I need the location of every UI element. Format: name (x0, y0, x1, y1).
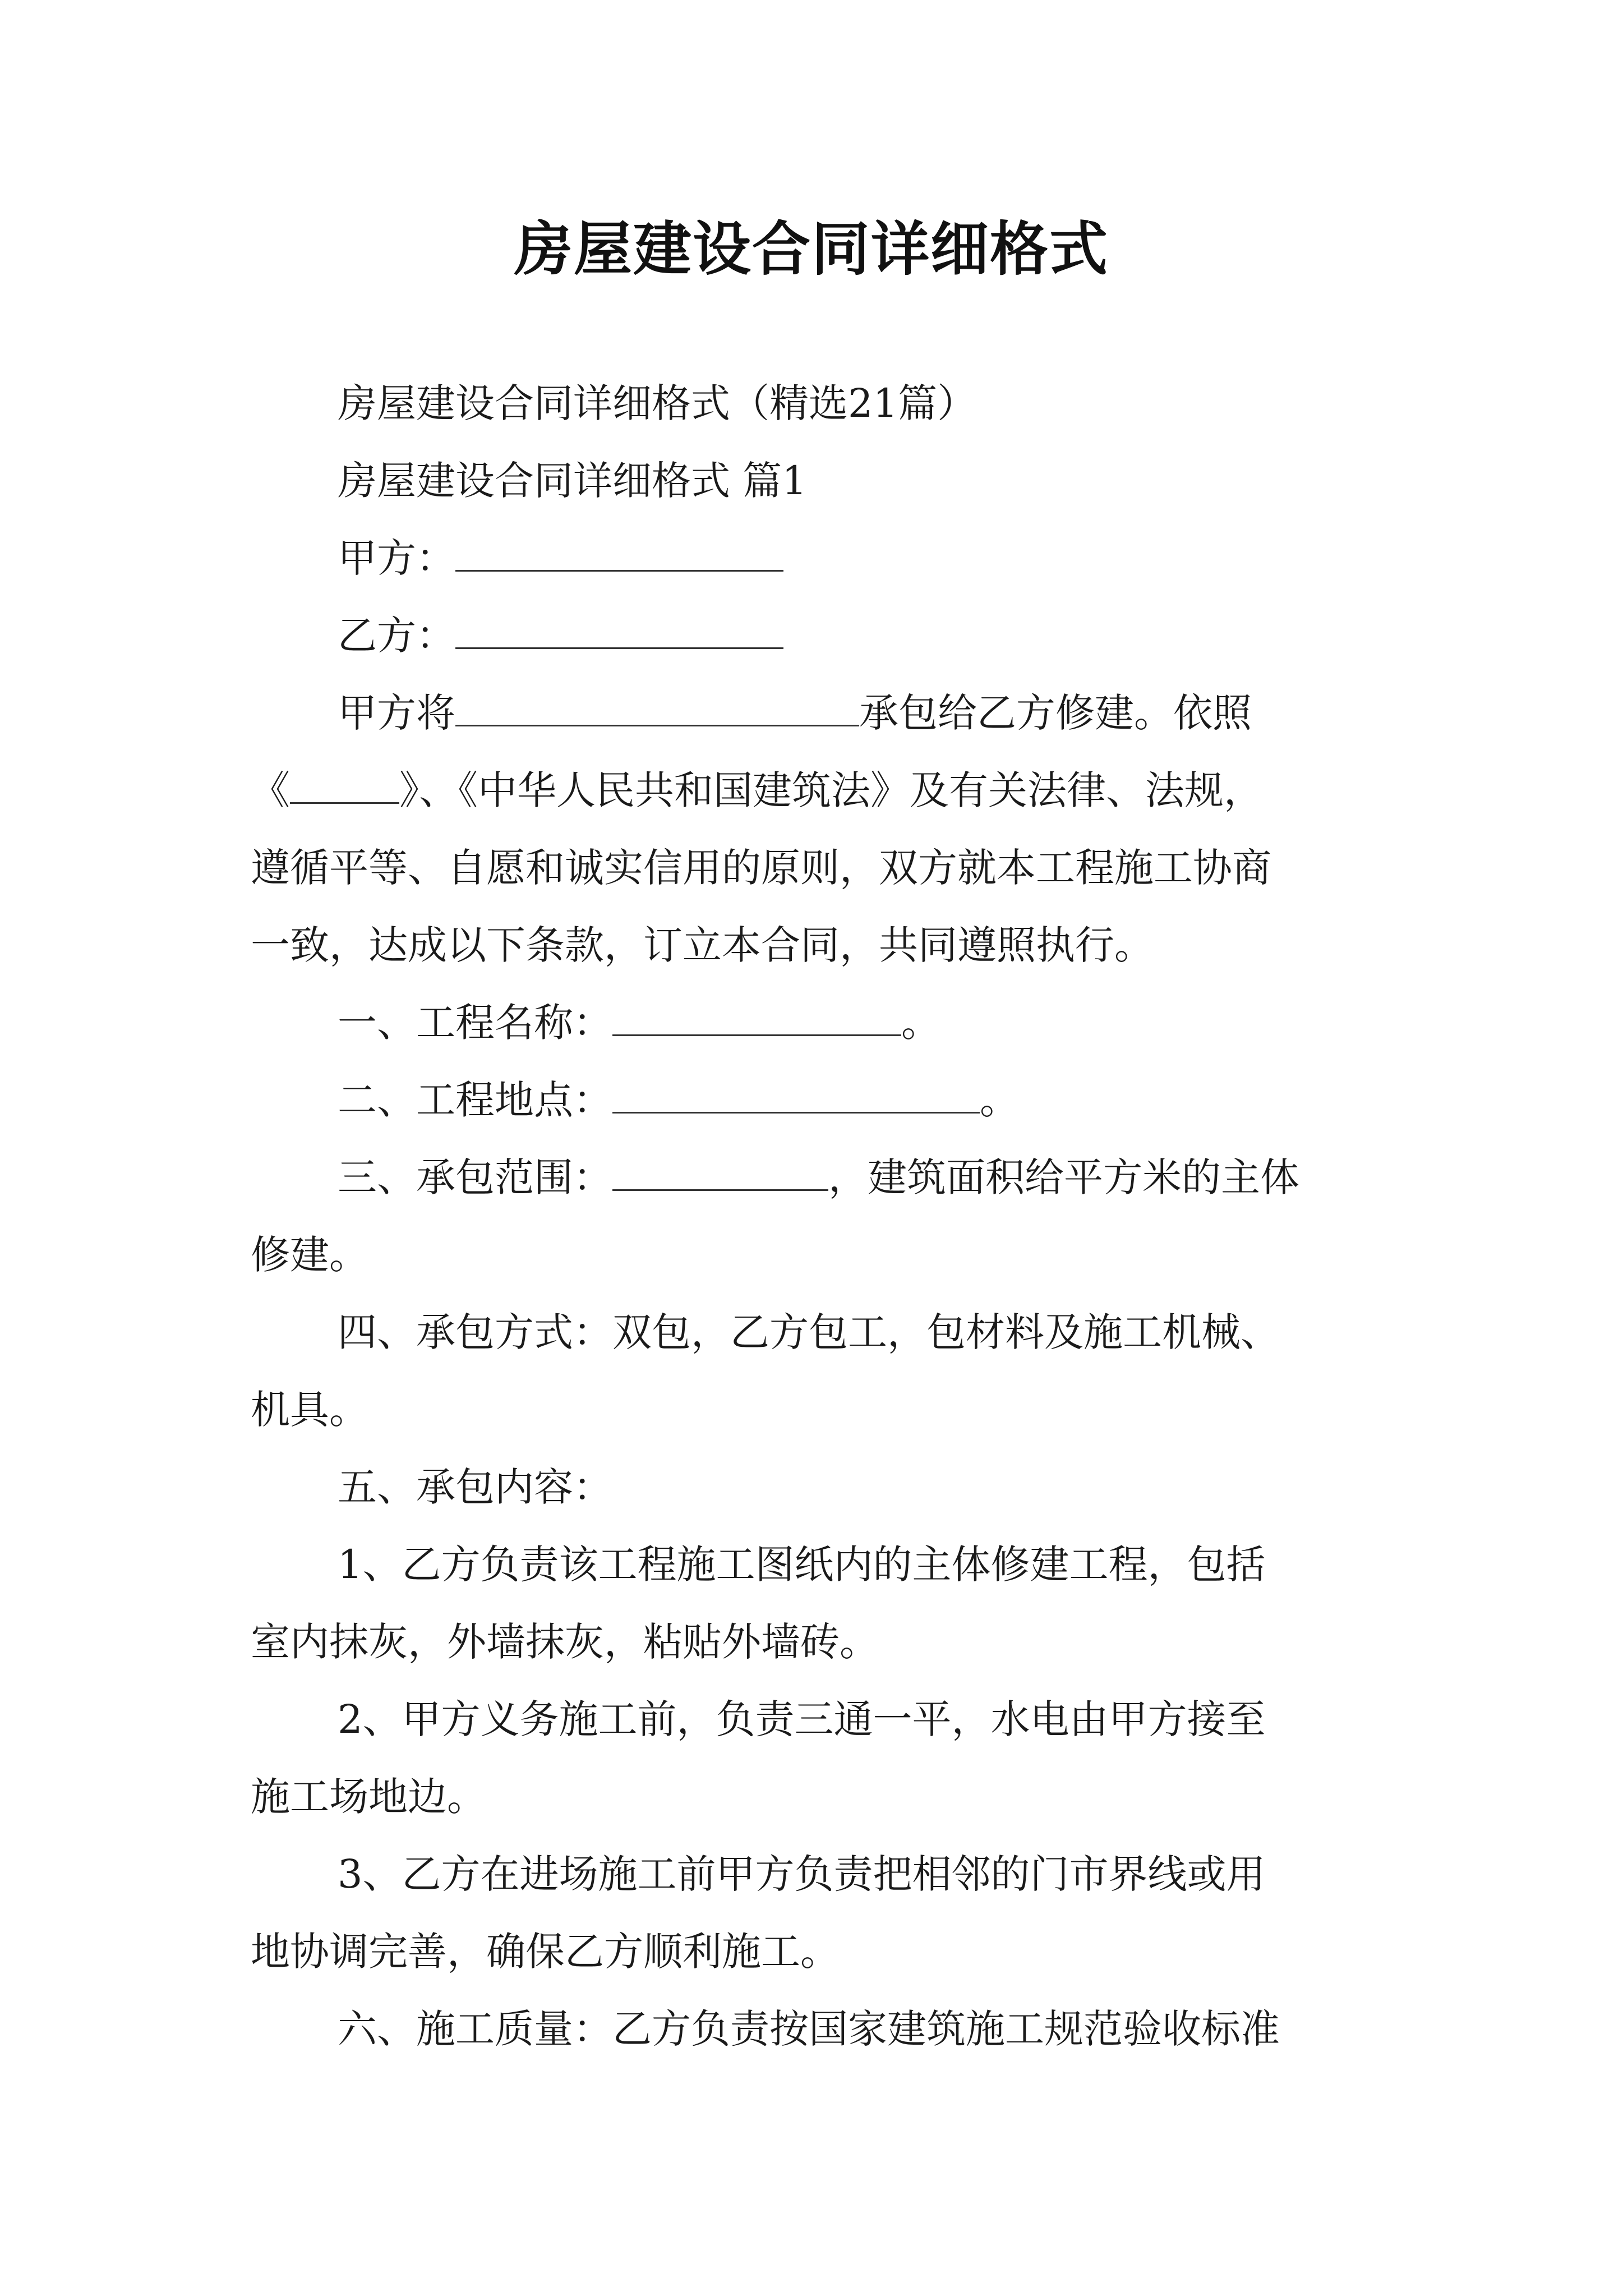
item-1-line-1 (251, 1526, 1389, 1603)
paragraph-section-heading (251, 442, 1389, 519)
project-site-blank (612, 1079, 980, 1114)
party-a-line (251, 519, 1389, 597)
paragraph-text: 3、乙方在进场施工前甲方负责把相邻的门市界线或用 (338, 1851, 1266, 1897)
project-name-blank (612, 1002, 901, 1036)
clause-project-site (251, 1061, 1389, 1139)
clause-method-line-1 (251, 1294, 1389, 1371)
paragraph-text: 六、施工质量：乙方负责按国家建筑施工规范验收标准 (338, 2006, 1280, 2052)
document-title: 房屋建设合同详细格式 (514, 215, 1109, 283)
paragraph-text: 五、承包内容： (338, 1464, 612, 1510)
item-1-line-2 (251, 1603, 1389, 1681)
clause-content-heading (251, 1448, 1389, 1526)
clause-scope-line-2 (251, 1216, 1389, 1294)
paragraph-text: 修建。 (251, 1232, 368, 1278)
scope-blank (612, 1157, 828, 1191)
paragraph-subtitle (251, 365, 1389, 442)
item-2-line-1 (251, 1681, 1389, 1758)
paragraph-text: 2、甲方义务施工前，负责三通一平，水电由甲方接至 (338, 1696, 1266, 1742)
paragraph-text: 地协调完善，确保乙方顺利施工。 (251, 1929, 840, 1975)
paragraph-text: 三、承包范围： (338, 1154, 612, 1200)
clause-project-name (251, 984, 1389, 1061)
paragraph-preamble-line-3 (251, 829, 1389, 907)
party-b-label: 乙方： (338, 613, 455, 659)
paragraph-text: 。 (901, 1000, 940, 1046)
paragraph-preamble-line-2 (251, 752, 1389, 829)
paragraph-text: 施工场地边。 (251, 1774, 486, 1820)
paragraph-text: 房屋建设合同详细格式（精选21篇） (338, 380, 977, 426)
paragraph-preamble-line-4 (251, 907, 1389, 984)
paragraph-text: 承包给乙方修建。依照 (859, 690, 1252, 736)
paragraph-text: 二、工程地点： (338, 1077, 612, 1123)
paragraph-text: 遵循平等、自愿和诚实信用的原则，双方就本工程施工协商 (251, 845, 1271, 891)
paragraph-preamble-line-1 (251, 674, 1389, 752)
party-b-line (251, 597, 1389, 674)
paragraph-text: 一、工程名称： (338, 1000, 612, 1046)
clause-scope-line-1 (251, 1139, 1389, 1216)
party-a-blank (455, 537, 783, 572)
law-name-blank (290, 770, 399, 804)
paragraph-text: 一致，达成以下条款，订立本合同，共同遵照执行。 (251, 922, 1154, 968)
project-blank (455, 692, 859, 726)
item-3-line-1 (251, 1835, 1389, 1913)
paragraph-text: 1、乙方负责该工程施工图纸内的主体修建工程，包括 (338, 1542, 1266, 1588)
paragraph-text: 房屋建设合同详细格式 篇1 (338, 458, 807, 504)
paragraph-text: ，建筑面积给平方米的主体 (828, 1154, 1299, 1200)
document-body (251, 365, 1389, 2068)
party-a-label: 甲方： (338, 535, 455, 581)
item-2-line-2 (251, 1758, 1389, 1835)
party-b-blank (455, 615, 783, 649)
clause-quality (251, 1990, 1389, 2068)
item-3-line-2 (251, 1913, 1389, 1990)
paragraph-text: 甲方将 (338, 690, 455, 736)
paragraph-text: 》、《中华人民共和国建筑法》及有关法律、法规， (399, 767, 1263, 813)
paragraph-text: 。 (980, 1077, 1019, 1123)
paragraph-text: 《 (251, 767, 290, 813)
paragraph-text: 四、承包方式：双包，乙方包工，包材料及施工机械、 (338, 1309, 1280, 1355)
paragraph-text: 机具。 (251, 1387, 368, 1433)
clause-method-line-2 (251, 1371, 1389, 1448)
paragraph-text: 室内抹灰，外墙抹灰，粘贴外墙砖。 (251, 1619, 879, 1665)
